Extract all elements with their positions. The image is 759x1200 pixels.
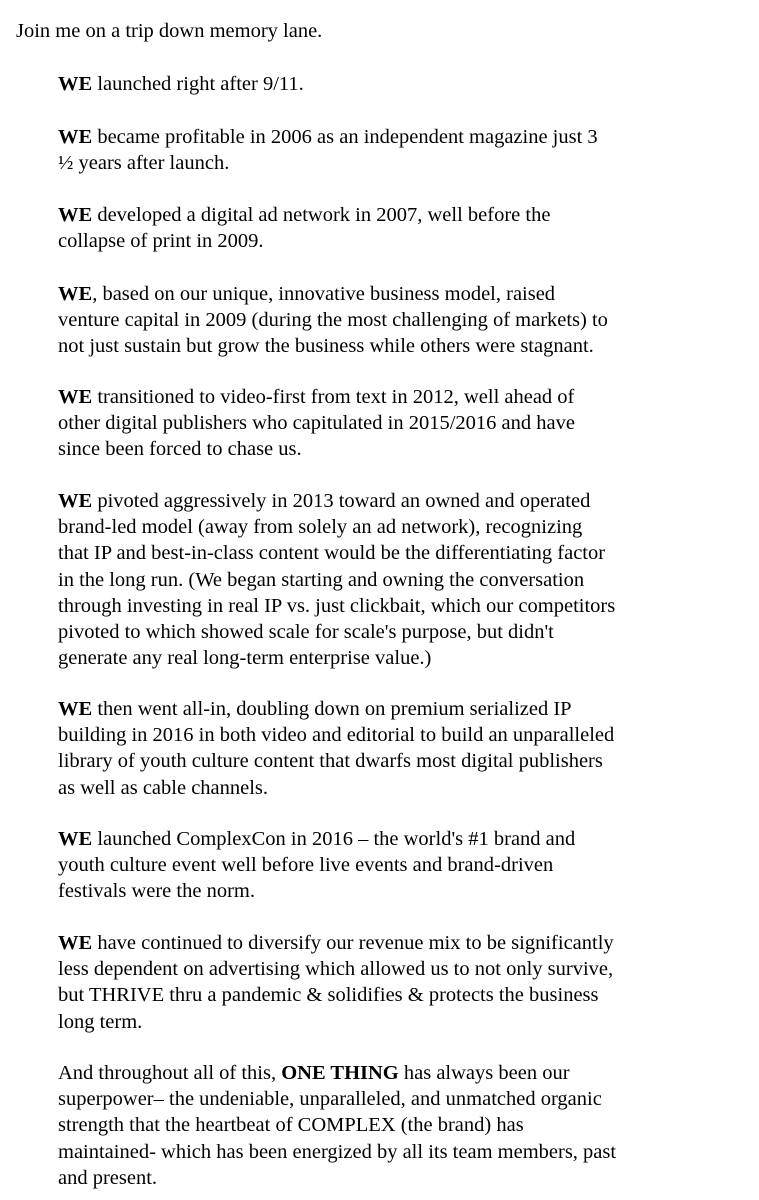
paragraph-text: generate any real long-term enterprise value.) [58,647,432,670]
paragraph-text: pivoted to which showed scale for scale's purpose, but didn't [58,621,554,644]
paragraph-text: ½ years after launch. [58,152,230,175]
paragraph-text: youth culture event well before live events and brand-driven [58,854,554,877]
paragraph-text: pivoted aggressively in 2013 toward an owned and operated [97,490,591,512]
paragraph-text: library of youth culture content that dwarfs most digital publishers [58,750,603,773]
paragraph-lead: WE [58,283,93,305]
paragraph-text: launched right after 9/11. [97,73,304,95]
paragraph-8 [58,826,748,905]
paragraph-3 [58,202,748,254]
closing-paragraph [58,1060,748,1191]
paragraph-text: other digital publishers who capitulated in 2015/2016 and have [58,412,575,435]
paragraph-text: building in 2016 in both video and editorial to build an unparalleled [58,724,615,747]
paragraph-text: became profitable in 2006 as an independent magazine just 3 [97,126,598,148]
closing-text: strength that the heartbeat of COMPLEX (the brand) has [58,1114,524,1137]
closing-text: has always been our [398,1062,570,1084]
paragraph-text: transitioned to video-first from text in 2012, well ahead of [97,386,575,408]
paragraph-lead: WE [58,126,93,148]
paragraph-text: less dependent on advertising which allowed us to not only survive, [58,958,614,981]
paragraph-text: festivals were the norm. [58,880,255,903]
closing-text: maintained- which has been energized by all its team members, past [58,1140,617,1163]
paragraph-6 [58,488,748,671]
closing-text: And throughout all of this, [58,1062,282,1084]
paragraph-text: brand-led model (away from solely an ad network), recognizing [58,516,583,539]
paragraph-lead: WE [58,386,93,408]
paragraph-text: since been forced to chase us. [58,438,302,461]
closing-text: and present. [58,1166,158,1189]
paragraph-text: developed a digital ad network in 2007, well before the [97,204,551,226]
paragraph-text: launched ComplexCon in 2016 – the world's #1 brand and [97,828,576,850]
paragraph-text: then went all-in, doubling down on premium serialized IP [97,698,572,720]
paragraph-lead: WE [58,932,93,954]
paragraph-4 [58,281,748,360]
paragraph-lead: WE [58,73,93,95]
closing-bold: ONE THING [281,1062,399,1084]
paragraph-1 [58,71,748,97]
paragraph-text: , based on our unique, innovative business model, raised [92,283,556,305]
paragraph-lead: WE [58,828,93,850]
paragraph-text: through investing in real IP vs. just clickbait, which our competitors [58,594,616,617]
paragraph-text: long term. [58,1010,143,1033]
paragraph-text: in the long run. (We began starting and owning the conversation [58,568,585,591]
paragraph-9 [58,930,748,1035]
closing-text: superpower– the undeniable, unparalleled, and unmatched organic [58,1088,602,1111]
paragraph-lead: WE [58,490,93,512]
paragraph-2 [58,124,748,176]
paragraph-7 [58,696,748,801]
paragraph-text: have continued to diversify our revenue mix to be significantly [97,932,614,954]
paragraph-text: but THRIVE thru a pandemic & solidifies & protects the business [58,984,599,1007]
paragraph-text: as well as cable channels. [58,776,269,799]
paragraph-text: that IP and best-in-class content would be the differentiating factor [58,542,606,565]
paragraph-text: not just sustain but grow the business while others were stagnant. [58,335,594,358]
paragraph-5 [58,384,748,463]
intro-line: Join me on a trip down memory lane. [16,20,323,42]
paragraph-lead: WE [58,698,93,720]
paragraph-lead: WE [58,204,93,226]
paragraph-text: venture capital in 2009 (during the most challenging of markets) to [58,309,608,332]
paragraph-text: collapse of print in 2009. [58,230,264,253]
